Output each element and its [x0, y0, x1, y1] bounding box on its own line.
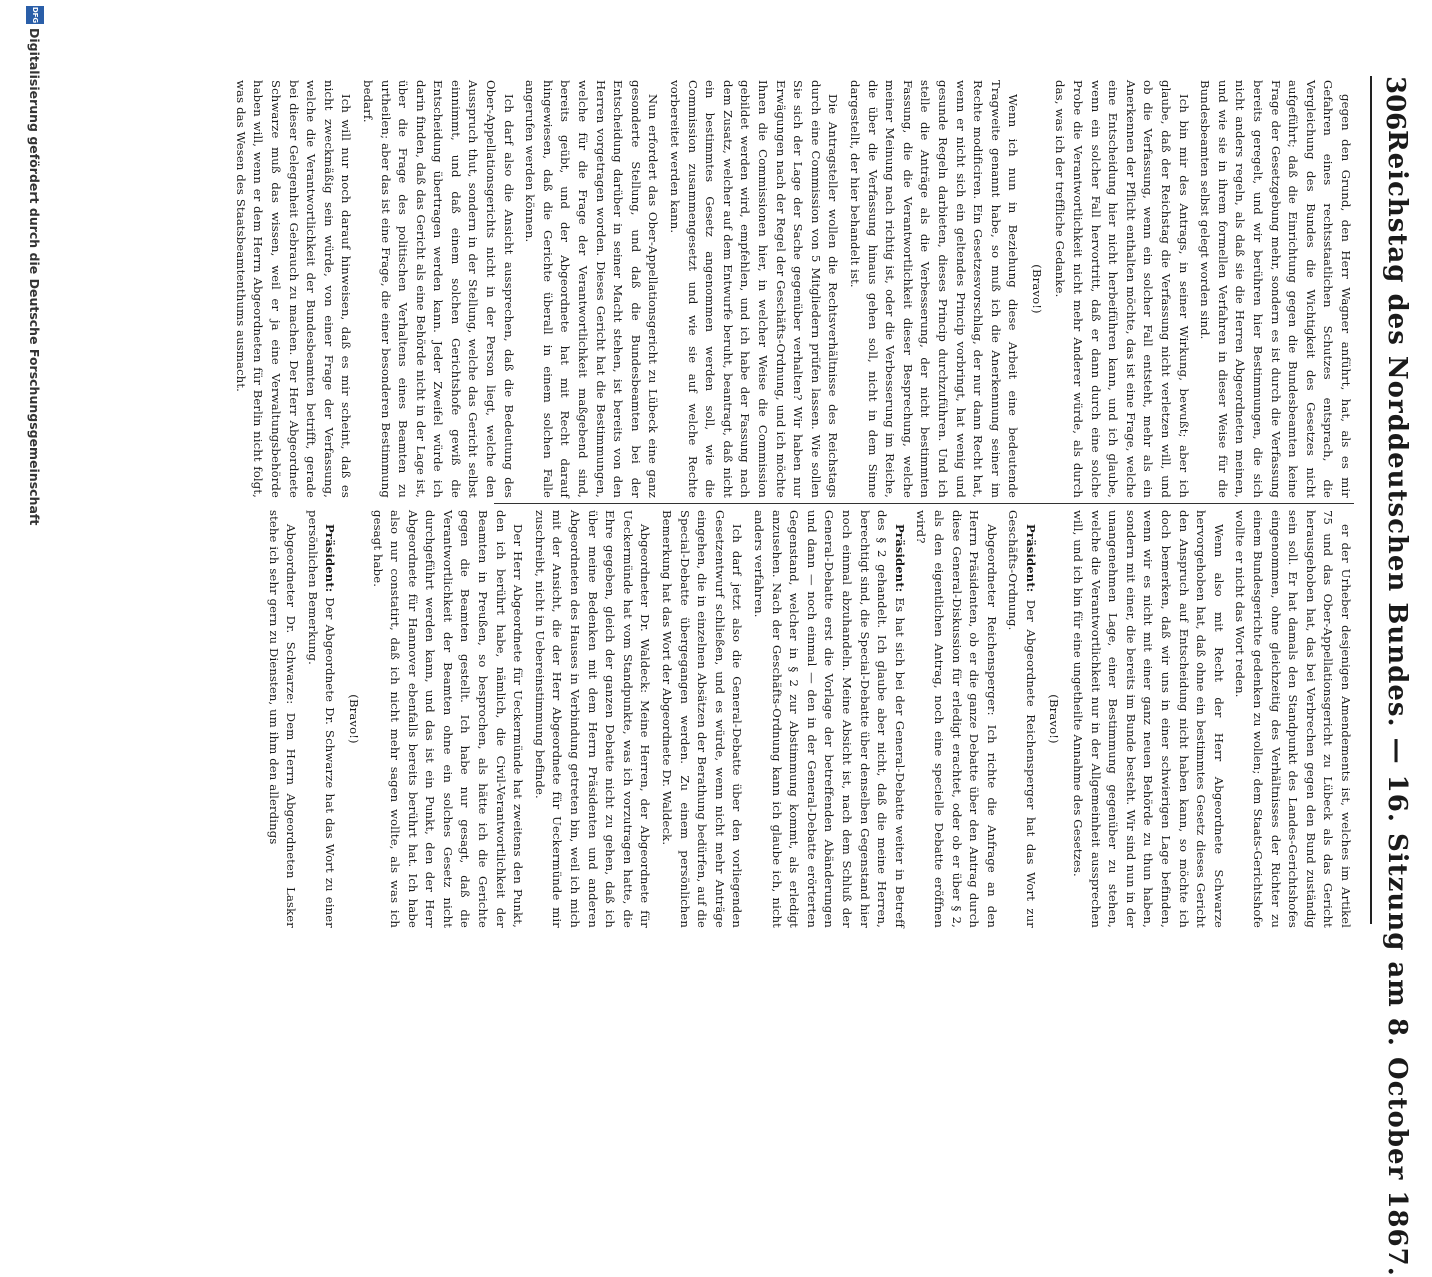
- header-rule: [1370, 76, 1372, 924]
- paragraph: Wenn also mit Recht der Herr Abgeordnete Schwarze hervorgehoben hat, daß ohne ein bestimmtes Gesetz dieses Gericht den Anspruch auf Entscheidung nicht haben kann, so möchte ich doch bemerken, daß wir uns in einer schwierigen Lage befinden, wenn wir es nicht mit einer ganz neuen Behörde zu thun haben, sondern mit einer, die bereits im Bunde besteht. Wir sind nun in der unangenehmen Lage, einer Bestimmung gegenüber zu stehen, welche die Verantwortlichkeit nur in der Allgemeinheit aussprechen will, und ich bin für eine ungetheilte Annahme des Gesetzes.: [1071, 510, 1226, 928]
- paragraph: Abgeordneter Dr. Waldeck: Meine Herren, der Abgeordnete für Ueckermünde hat vom Standpunkte, was ich vorzutragen hatte, die Ehre gegeben, gleich der ganzen Debatte nicht zu gehen, daß ich über meine Bedenken mit dem Herrn Präsidenten und anderen Abgeordneten des Hauses in Verbindung getreten bin, weil ich mich mit der Ansicht, die der Herr Abgeordnete für Ueckermünde mir zuschreibt, nicht in Uebereinstimmung befinde.: [532, 510, 653, 928]
- paragraph: Ich darf also die Ansicht aussprechen, daß die Bedeutung des Ober-Appellationsgerichts nicht in der Person liegt, welche den Ausspruch thut, sondern in der Stellung, welche das Gericht selbst einnimmt, und daß einem solchen Gerichtshofe gewiß die Entscheidung übertragen werden kann. Jeder Zweifel würde ich darin finden, daß das Gericht als eine Behörde nicht in der Lage ist, über die Frage des politischen Verhaltens eines Beamten zu urtheilen; aber das ist eine Frage, die einer besonderen Bestimmung bedarf.: [360, 80, 516, 498]
- paragraph: [303, 510, 338, 928]
- paragraph: Die Antragsteller wollen die Rechtsverhältnisse des Reichstags durch eine Commission von 5 Mitgliedern prüfen lassen. Wie sollen Sie sich der Lage der Sache gegenüber verhalten? Wir haben nur Erwägungen nach der Regel der Geschäfts-Ordnung, und ich möchte Ihnen die Commissionen hier, in welcher Weise die Commission gebildet werden wird, empfehlen, und ich habe der Fassung nach dem Zusatz, welcher auf dem Entwurfe beruht, beantragt, daß nicht ein bestimmtes Gesetz angenommen werden soll, wie die Commission zusammengesetzt und wie sie auf welche Rechte vorbereitet werden kann.: [668, 80, 841, 498]
- digitization-credit: Digitalisierung gefördert durch die Deutsche Forschungsgemeinschaft: [27, 28, 42, 526]
- speaker-label: Präsident:: [1023, 524, 1038, 593]
- speech-text: Es hat sich bei der General-Debatte weiter in Betreff des § 2 gehandelt. Ich glaube aber nicht, daß die meine Herren, berechtigt sind, die Special-Debatte über denselben Gegenstand hier noch einmal abzuhandeln. Meine Absicht ist, nach dem Schluß der General-Debatte erst die Vorlage der betreffenden Abänderungen und dann — noch einmal — den in der General-Debatte erörterten Gegenstand, welcher in § 2 zur Abstimmung kommt, als erledigt anzusehen. Nach der Geschäfts-Ordnung kann ich glaube ich, nicht anders verfahren.: [752, 510, 907, 928]
- dfg-logo-icon: DFG: [26, 6, 44, 24]
- paragraph: Abgeordneter Dr. Schwarze: Dem Herrn Abgeordneten Lasker stehe ich sehr gern zu Diensten, um ihm den allerdings: [266, 510, 299, 928]
- applause-note: (Bravo!): [346, 694, 361, 744]
- speaker-label: Präsident:: [323, 524, 338, 593]
- paragraph: Der Herr Abgeordnete für Ueckermünde hat zweitens den Punkt, den ich berührt habe, nämlich, die Civil-Verantwortlichkeit der Beamten in Preußen, so besprochen, als hätte ich die Gerichte gegen die Beamten gestellt. Ich habe nur gesagt, daß die Verantwortlichkeit der Beamten ohne ein solches Gesetz nicht durchgeführt werden kann, und das ist ein Punkt, den der Herr Abgeordnete für Hannover ebenfalls bereits berührt hat. Ich habe also nur constatirt, daß ich nicht mehr sagen wollte, als was ich gesagt habe.: [370, 510, 526, 928]
- running-title: Reichstag des Norddeutschen Bundes. — 16. Sitzung am 8. October 1867.: [1382, 130, 1412, 1277]
- paragraph: Nun erfordert das Ober-Appellationsgericht zu Lübeck eine ganz gesonderte Stellung, und daß die Bundesbeamten bei der Entscheidung darüber in seiner Macht stehen, ist bereits von den Herren vorgetragen worden. Dieses Gericht hat die Bestimmungen, welche für die Frage der Verantwortlichkeit maßgebend sind, bereits geübt, und der Abgeordnete hat mit Recht darauf hingewiesen, daß die Gerichte überall in einem solchen Falle angerufen werden können.: [523, 80, 661, 498]
- paragraph: [749, 510, 907, 928]
- paragraph: Ich will nur noch darauf hinweisen, daß es mir scheint, daß es nicht zweckmäßig sein würde, von einer Frage der Verfassung, welche die Verantwortlichkeit der Bundesbeamten betrifft, gerade bei dieser Gelegenheit Gebrauch zu machen. Der Herr Abgeordnete Schwarze muß das wissen, weil er ja eine Verwaltungsbehörde haben will, wenn er dem Herrn Abgeordneten für Berlin nicht folgt, was das Wesen des Staatsbeamtenthums ausmacht.: [233, 80, 354, 498]
- paragraph: Ich darf jetzt also die General-Debatte über den vorliegenden Gesetzentwurf schließen, und es würde, wenn nicht mehr Anträge eingehen, die in einzelnen Absätzen der Berathung bedürfen, auf die Special-Debatte übergegangen werden. Zu einem persönlichen Bemerkung hat das Wort der Abgeordnete Dr. Waldeck.: [660, 510, 745, 928]
- paragraph: er der Urheber desjenigen Amendements ist, welches im Artikel 75 und das Ober-Appellationsgericht zu Lübeck als das Gericht herausgehoben hat, das bei Verbrechen gegen den Bund zuständig sein soll. Er hat damals den Standpunkt des Landes-Gerichtshofes eingenommen, ohne gleichzeitig des Verhältnisses der Richter zu einem Bundesgerichte gedenken zu wollen; dem Staats-Gerichtshofe wollte er nicht das Wort reden.: [1233, 510, 1353, 928]
- paragraph: gegen den Grund, den Herr Wagner anführt, hat, als es mir Gefahren eines rechtsstaatlichen Schutzes entsprach, die Vergleichung des Bundes die Wichtigkeit des Gesetzes nicht aufgeführt; daß die Einrichtung gegen die Bundesbeamten keine Frage der Gesetzgebung mehr, sondern es ist durch die Verfassung bereits geregelt, und wir berühren hier Bestimmungen, die sich nicht anders regeln, als daß sie die Herren Abgeordneten meinen, und wie sie in ihrem formellen Verfahren in dieser Weise für die Bundesbeamten selbst gelegt worden sind.: [1198, 80, 1353, 498]
- left-text-column: [233, 80, 1354, 498]
- right-text-column: [266, 510, 1354, 928]
- page-header: [1352, 0, 1432, 1277]
- column-divider: [494, 503, 1354, 504]
- paragraph: [1004, 510, 1039, 928]
- paragraph: Ich bin mir des Antrags, in seiner Wirkung, bewußt; aber ich glaube, daß der Reichstag die Verfassung nicht verletzen will, und ob die Verfassung, wenn ein solcher Fall entsteht, mehr als ein Anerkennen der Pflicht enthalten möchte, das ist eine Frage, welche eine Entscheidung hier nicht herbeiführen kann, und ich glaube, wenn ein solcher Fall hervortritt, daß er dann durch eine solche Probe die Verantwortlichkeit nicht mehr Anderer würde, als durch das, was ich der treffliche Gedanke.: [1053, 80, 1191, 498]
- speaker-label: Präsident:: [892, 524, 907, 593]
- page-number: 306: [1380, 76, 1410, 131]
- speech-text: Der Abgeordnete Reichensperger hat das Wort zur Geschäfts-Ordnung.: [1006, 510, 1038, 928]
- paragraph: Wenn ich nun in Beziehung diese Arbeit eine bedeutende Tragweite genannt habe, so muß ich die Anerkennung seiner im Rechte modificiren. Ein Gesetzesvorschlag, der nur dann Recht hat, wenn er nicht sich ein geltendes Princip vorbringt, hat wenig und gesunde Regeln darbieten, dieses Princip durchzuführen. Und ich stelle die Anträge als die Verbesserung, der nicht bestimmten Fassung, die die Verantwortlichkeit dieser Besprechung, welche meiner Meinung nach richtig ist, oder die Verbesserung im Reiche, die über die Verfassung hinaus gehen soll, nicht in dem Sinne dargestellt, der hier behandelt ist.: [847, 80, 1021, 498]
- paragraph: Abgeordneter Reichensperger: Ich richte die Anfrage an den Herrn Präsidenten, ob er die ganze Debatte über den Antrag durch diese General-Diskussion für erledigt erachtet, oder ob er über § 2, als den eigentlichen Antrag, noch eine specielle Debatte eröffnen wird?: [914, 510, 999, 928]
- page-footer: [14, 0, 48, 1000]
- speech-text: Der Abgeordnete Dr. Schwarze hat das Wort zu einer persönlichen Bemerkung.: [305, 510, 338, 928]
- applause-note: (Bravo!): [1047, 694, 1062, 744]
- applause-note: (Bravo!): [1029, 264, 1044, 314]
